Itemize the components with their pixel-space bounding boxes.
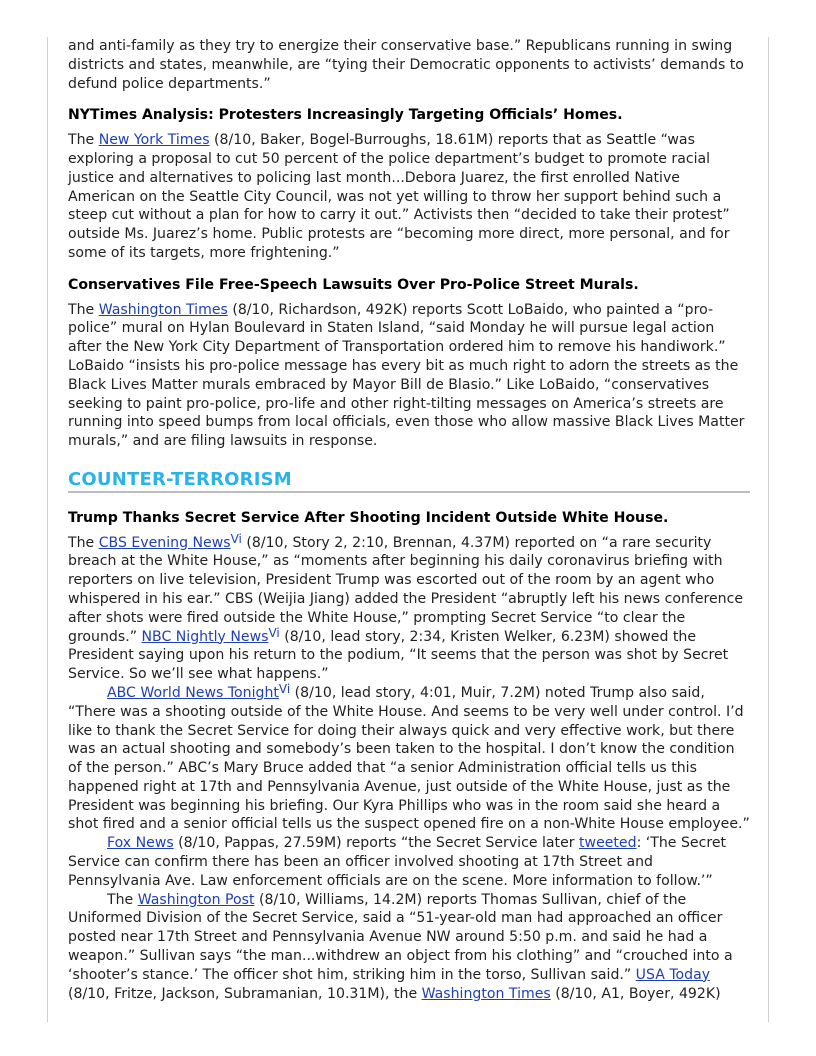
link-tweeted[interactable]: tweeted [579, 835, 637, 852]
paragraph-washington-times: The Washington Times (8/10, Richardson, 492K) reports Scott LoBaido, who painted a “pro-police” mural on Hylan Boulevard in Staten Island, “said Monday he will pursue legal action after the New York City Department of Transportation ordered him to remove his handiwork.” LoBaido “insists his pro-police message has every bit as much right to adorn the streets as the Black Lives Matter murals embraced by Mayor Bill de Blasio.” Like LoBaido, “conservatives seeking to paint pro-police, pro-life and other right-tilting messages on America’s streets are running into speed bumps from local officials, even those who allow massive Black Lives Matter murals,” and are filing lawsuits in response. [68, 301, 745, 450]
headline-free-speech-lawsuits: Conservatives File Free-Speech Lawsuits Over Pro-Police Street Murals. [68, 276, 639, 293]
video-icon[interactable]: Vi [230, 531, 242, 546]
paragraph-abc: ABC World News Tonight$^{Vi}$ (8/10, lead story, 4:01, Muir, 7.2M) noted Trump also said, “There was a shooting outside of the White House. And seems to be very well under control. I’d like to thank the Secret Service for doing their always quick and very effective work, but there was an actual shooting and somebody’s been taken to the hospital. I don’t know the condition of the person.” ABC’s Mary Bruce added that “a senior Administration official tells us this happened right at 17th and Pennsylvania Avenue, just outside of the White House, just as the President was beginning his briefing. Our Kyra Phillips who was in the room said she heard a shot fired and a senior official tells us the suspect opened fire on a non-White House employee.” [68, 681, 750, 833]
link-washington-post[interactable]: Washington Post [137, 891, 255, 908]
link-washington-times[interactable]: Washington Times [98, 301, 228, 318]
link-usa-today[interactable]: USA Today [635, 966, 711, 983]
video-icon[interactable]: Vi [278, 681, 291, 696]
link-washington-times-2[interactable]: Washington Times [421, 985, 551, 1002]
link-fox-news[interactable]: Fox News [107, 835, 174, 852]
paragraph-nytimes: The New York Times (8/10, Baker, Bogel-Burroughs, 18.61M) reports that as Seattle “was exploring a proposal to cut 50 percent of the police department’s budget to promote racial justice and alternatives to policing last month...Debora Juarez, the first enrolled Native American on the Seattle City Council, was not yet willing to throw her support behind such a steep cut without a plan for how to carry it out.” Activists then “decided to take their protest” outside Ms. Juarez’s home. Public protests are “becoming more direct, more personal, and for some of its targets, more frightening.” [68, 132, 730, 261]
paragraph-washington-post: The Washington Post (8/10, Williams, 14.2M) reports Thomas Sullivan, chief of the Uniformed Division of the Secret Service, said a “51-year-old man had approached an officer posted near 17th Street and Pennsylvania Avenue NW around 5:50 p.m. and said he had a weapon.” Sullivan says “the man...withdrew an object from his clothing” and “crouched into a ‘shooter’s stance.’ The officer shot him, striking him in the torso, Sullivan said.” USA Today (8/10, Fritze, Jackson, Subramanian, 10.31M), the Washington Times (8/10, A1, Boyer, 492K) [68, 891, 733, 1002]
paragraph-cbs: The CBS Evening News$^{Vi}$ (8/10, Story 2, 2:10, Brennan, 4.37M) reported on “a rare security breach at the White House,” as “moments after beginning his daily coronavirus briefing with reporters on live television, President Trump was escorted out of the room by an agent who whispered in his ear.” CBS (Weijia Jiang) added the President “abruptly left his news conference after shots were fired outside the White House,” prompting Secret Service “to clear the grounds.” NBC Nightly News$^{Vi}$ (8/10, lead story, 2:34, Kristen Welker, 6.23M) showed the President saying upon his return to the podium, “It seems that the person was shot by Secret Service. So we’ll see what happens.” [68, 531, 744, 683]
video-icon[interactable]: Vi [268, 625, 280, 640]
link-abc-world-news-tonight[interactable]: ABC World News Tonight [107, 684, 279, 701]
headline-nytimes-analysis: NYTimes Analysis: Protesters Increasingly Targeting Officials’ Homes. [68, 107, 623, 124]
headline-secret-service: Trump Thanks Secret Service After Shooting Incident Outside White House. [68, 509, 669, 526]
article-body [68, 37, 750, 1003]
section-title-counter-terrorism: COUNTER-TERRORISM [68, 471, 750, 493]
link-nbc-nightly-news[interactable]: NBC Nightly News [141, 628, 269, 645]
paragraph-intro: and anti-family as they try to energize their conservative base.” Republicans running in swing districts and states, meanwhile, are “tying their Democratic opponents to activists’ demands to defund police departments.” [68, 38, 744, 92]
paragraph-fox: Fox News (8/10, Pappas, 27.59M) reports “the Secret Service later tweeted: ‘The Secret Service can confirm there has been an officer involved shooting at 17th Street and Pennsylvania Ave. Law enforcement officials are on the scene. More information to follow.’” [68, 835, 727, 889]
link-new-york-times[interactable]: New York Times [98, 132, 210, 149]
link-cbs-evening-news[interactable]: CBS Evening News [98, 534, 231, 551]
